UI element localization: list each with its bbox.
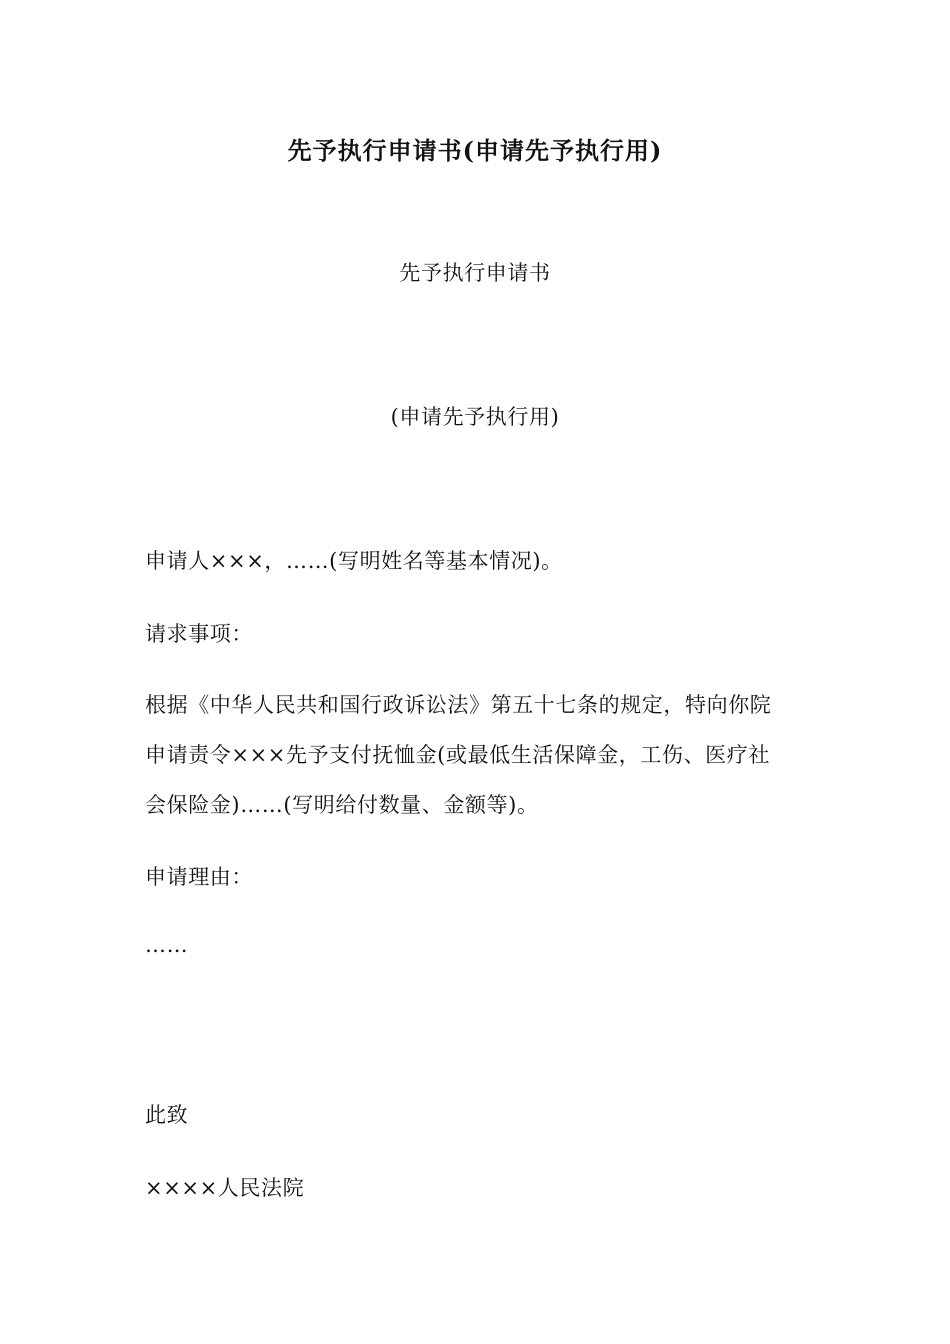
document-subheading: (申请先予执行用) <box>390 405 560 429</box>
court-name: ××××人民法院 <box>145 1176 305 1200</box>
request-body-line-2: 申请责令×××先予支付抚恤金(或最低生活保障金，工伤、医疗社 <box>145 743 770 767</box>
request-body-line-3: 会保险金)……(写明给付数量、金额等)。 <box>145 793 539 817</box>
reason-body: …… <box>145 933 189 957</box>
closing-salutation: 此致 <box>145 1103 189 1127</box>
document-title: 先予执行申请书(申请先予执行用) <box>287 136 663 165</box>
applicant-line: 申请人×××，……(写明姓名等基本情况)。 <box>145 549 563 573</box>
document-heading: 先予执行申请书 <box>399 261 551 285</box>
request-label: 请求事项： <box>145 622 253 646</box>
reason-label: 申请理由： <box>145 865 253 889</box>
request-body-line-1: 根据《中华人民共和国行政诉讼法》第五十七条的规定，特向你院 <box>145 693 772 717</box>
